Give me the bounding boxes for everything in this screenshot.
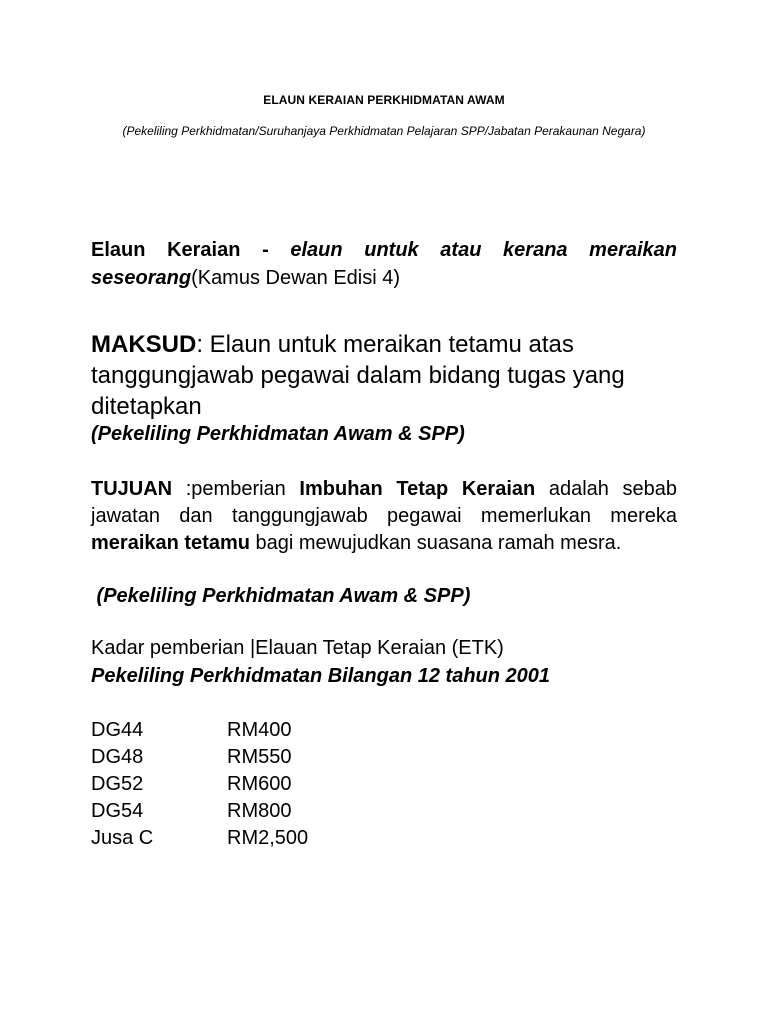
- rate-grade: DG54: [91, 800, 144, 822]
- tujuan-paragraph: [91, 476, 677, 557]
- definition-paragraph: [91, 236, 677, 292]
- document-subtitle: (Pekeliling Perkhidmatan/Suruhanjaya Perkhidmatan Pelajaran SPP/Jabatan Perakaunan Negara): [122, 124, 646, 138]
- definition-line-1: [91, 236, 677, 264]
- rate-amount: RM2,500: [227, 827, 309, 849]
- definition-meaning-2: seseorang: [91, 267, 192, 289]
- rate-grade: DG44: [91, 719, 144, 741]
- tujuan-label: TUJUAN: [91, 478, 173, 500]
- definition-line-2: [91, 264, 677, 292]
- rate-row: [91, 825, 491, 852]
- rate-row: [91, 798, 491, 825]
- kadar-heading: Kadar pemberian |Elauan Tetap Keraian (ETK): [91, 637, 504, 659]
- rates-table: [91, 717, 491, 852]
- maksud-text: : Elaun untuk meraikan tetamu atas tanggungjawab pegawai dalam bidang tugas yang ditetapkan: [91, 331, 625, 420]
- rate-amount: RM550: [227, 746, 292, 768]
- definition-meaning-1: elaun untuk atau kerana meraikan: [290, 239, 677, 261]
- rate-row: [91, 744, 491, 771]
- rate-row: [91, 717, 491, 744]
- rate-grade: Jusa C: [91, 827, 154, 849]
- definition-term: Elaun Keraian: [91, 239, 241, 261]
- definition-source: (Kamus Dewan Edisi 4): [191, 267, 401, 289]
- document-title: ELAUN KERAIAN PERKHIDMATAN AWAM: [263, 93, 505, 107]
- tujuan-text-2: adalah sebab jawatan dan tanggungjawab pegawai memerlukan mereka: [91, 478, 678, 527]
- rate-grade: DG48: [91, 746, 144, 768]
- tujuan-text-3: bagi mewujudkan suasana ramah mesra.: [249, 532, 622, 554]
- rate-amount: RM600: [227, 773, 292, 795]
- maksud-label: MAKSUD: [91, 331, 197, 358]
- rate-amount: RM800: [227, 800, 292, 822]
- rate-row: [91, 771, 491, 798]
- rate-amount: RM400: [227, 719, 292, 741]
- tujuan-bold-1: Imbuhan Tetap Keraian: [299, 478, 536, 500]
- maksud-reference: (Pekeliling Perkhidmatan Awam & SPP): [91, 423, 465, 445]
- rate-grade: DG52: [91, 773, 144, 795]
- kadar-reference: Pekeliling Perkhidmatan Bilangan 12 tahun 2001: [91, 665, 551, 687]
- tujuan-reference: (Pekeliling Perkhidmatan Awam & SPP): [91, 585, 471, 607]
- maksud-paragraph: [91, 329, 677, 422]
- tujuan-bold-2: meraikan tetamu: [91, 532, 250, 554]
- definition-separator: -: [240, 239, 291, 261]
- tujuan-text-1: :pemberian: [172, 478, 300, 500]
